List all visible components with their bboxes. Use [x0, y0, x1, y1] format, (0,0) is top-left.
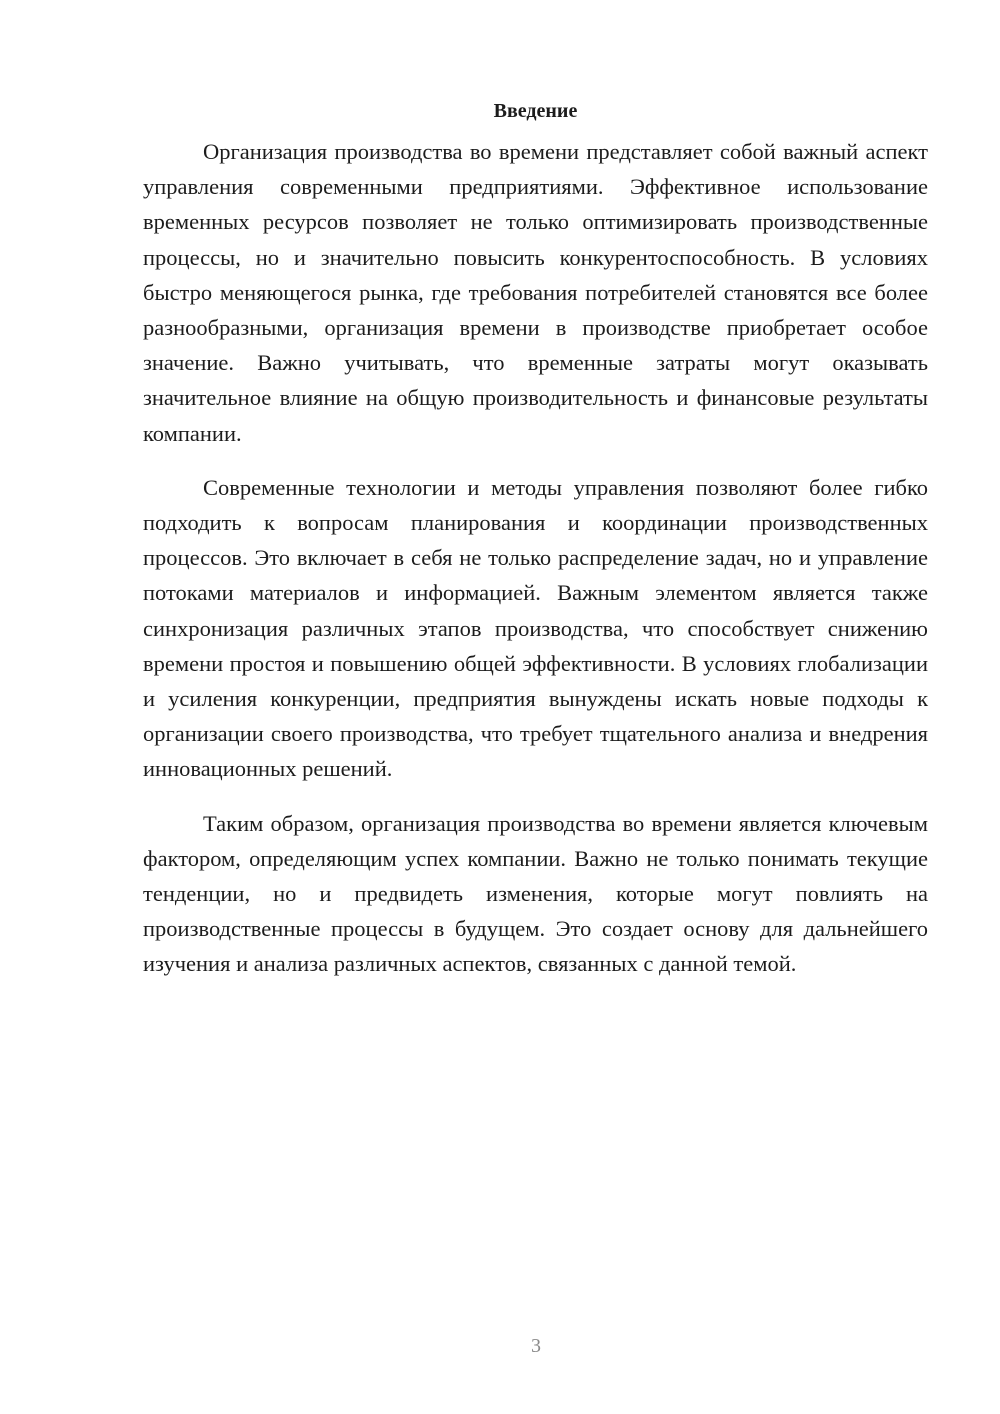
- section-title: Введение: [493, 100, 578, 122]
- paragraph-2: Современные технологии и методы управления позволяют более гибко подходить к вопросам планирования и координации производственных процессов. Это включает в себя не только распределение задач, но и управление потоками материалов и информацией. Важным элементом является также синхронизация различных этапов производства, что способствует снижению времени простоя и повышению общей эффективности. В условиях глобализации и усиления конкуренции, предприятия вынуждены искать новые подходы к организации своего производства, что требует тщательного анализа и внедрения инновационных решений.: [143, 474, 928, 782]
- page-number: 3: [531, 1335, 541, 1357]
- paragraph-1: Организация производства во времени представляет собой важный аспект управления современными предприятиями. Эффективное использование временных ресурсов позволяет не только оптимизировать производственные процессы, но и значительно повысить конкурентоспособность. В условиях быстро меняющегося рынка, где требования потребителей становятся все более разнообразными, организация времени в производстве приобретает особое значение. Важно учитывать, что временные затраты могут оказывать значительное влияние на общую производительность и финансовые результаты компании.: [143, 139, 928, 446]
- page-content: [143, 98, 928, 982]
- paragraph-3: Таким образом, организация производства во времени является ключевым фактором, определяющим успех компании. Важно не только понимать текущие тенденции, но и предвидеть изменения, которые могут повлиять на производственные процессы в будущем. Это создает основу для дальнейшего изучения и анализа различных аспектов, связанных с данной темой.: [143, 810, 928, 977]
